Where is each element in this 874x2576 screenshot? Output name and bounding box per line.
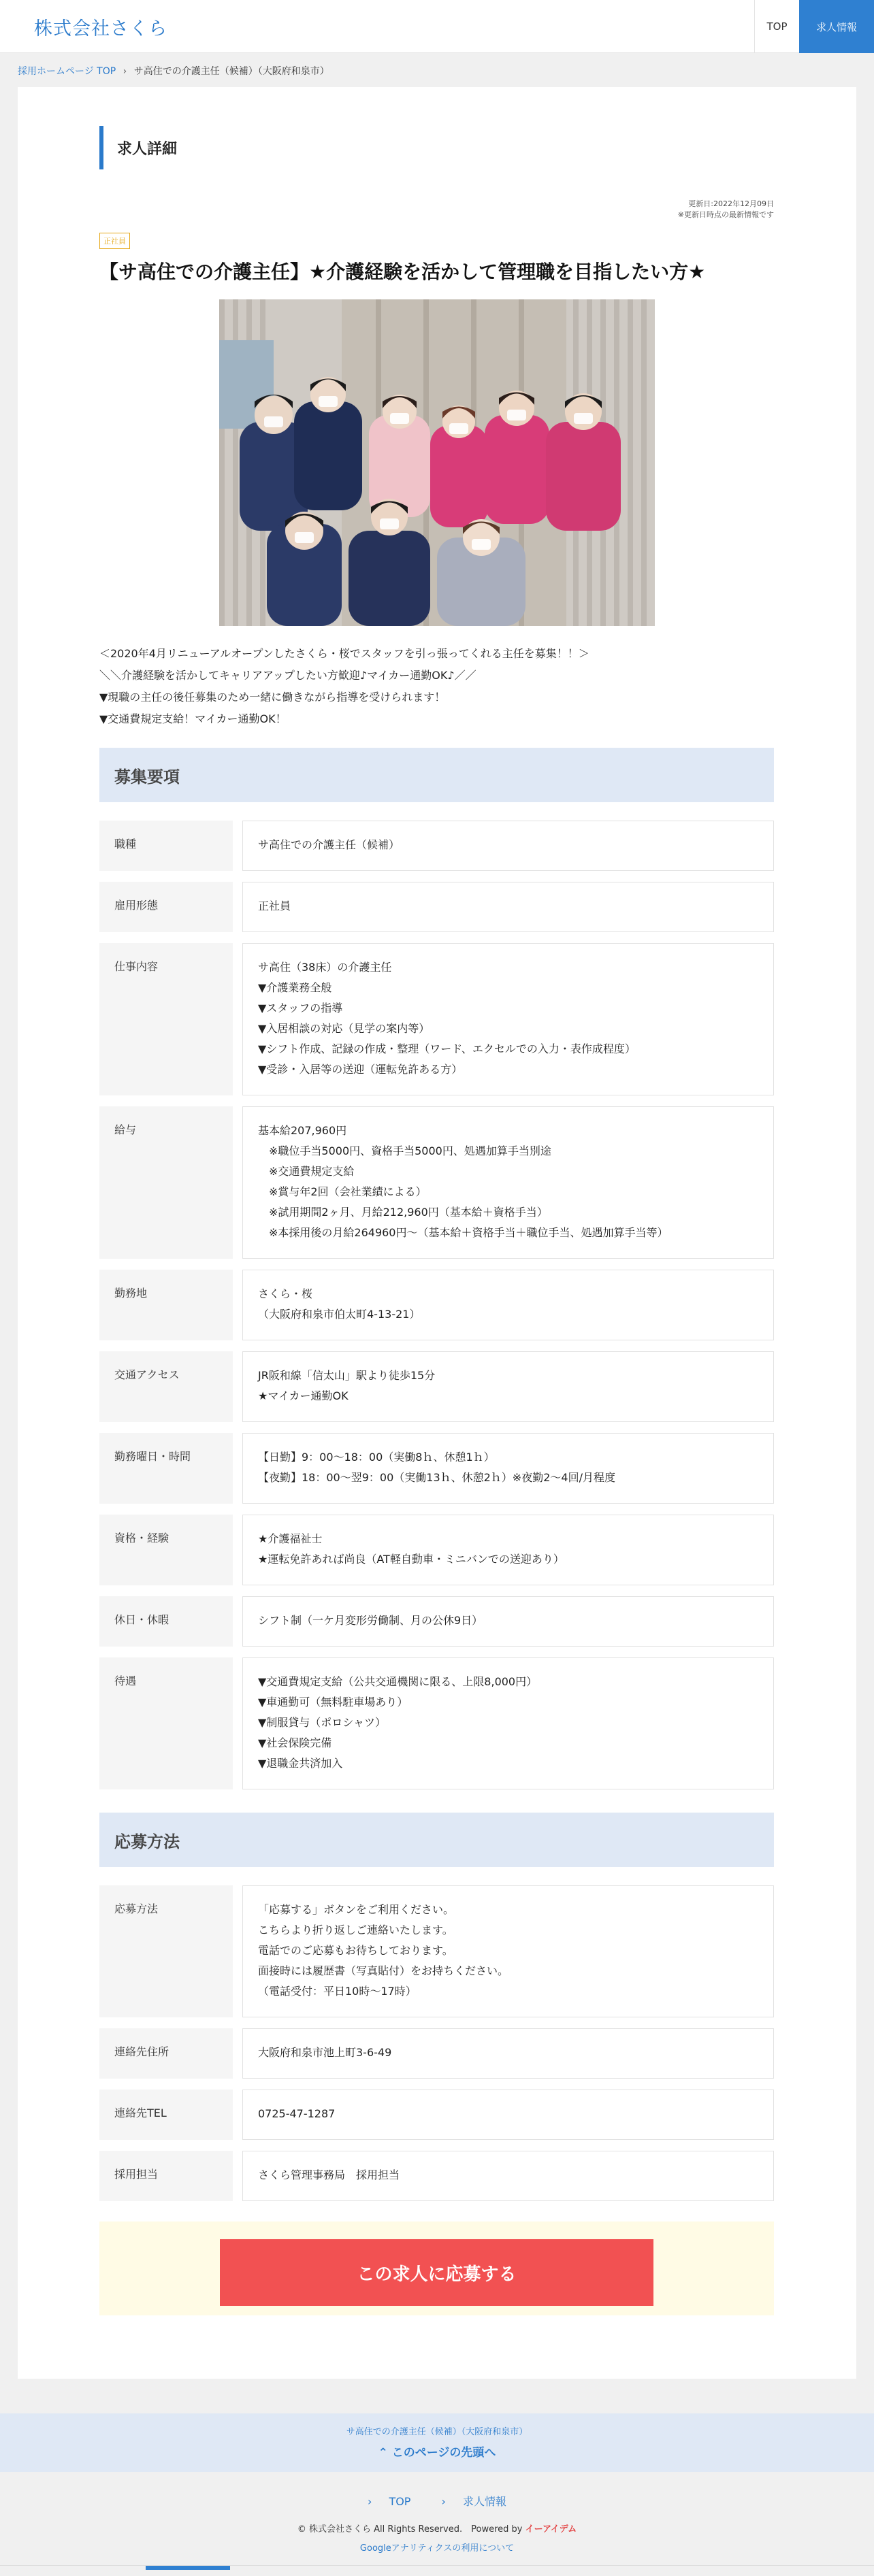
info-row-holidays	[99, 1596, 774, 1647]
breadcrumb-current: サ高住での介護主任（候補）（大阪府和泉市）	[133, 66, 329, 77]
apply-button[interactable]: この求人に応募する	[220, 2239, 653, 2306]
footer-jobs-link[interactable]	[435, 2495, 514, 2508]
row-label: 雇用形態	[99, 882, 233, 932]
footer-job-link[interactable]: サ高住での介護主任（候補）（大阪府和泉市）	[346, 2427, 528, 2437]
value-line: ▼介護業務全般	[258, 981, 332, 994]
value-line: （電話受付：平日10時〜17時）	[258, 1985, 417, 1998]
value-line: ▼受診・入居等の送迎（運転免許ある方）	[258, 1063, 463, 1076]
breadcrumb-home-link[interactable]: 採用ホームページ TOP	[18, 66, 116, 77]
row-value	[242, 1106, 774, 1259]
breadcrumb-separator: ›	[123, 66, 127, 77]
employment-badge: 正社員	[99, 233, 130, 249]
page-top-link[interactable]	[0, 2443, 874, 2460]
row-value	[242, 1885, 774, 2017]
row-value	[242, 821, 774, 871]
chevron-right-icon: ›	[367, 2495, 376, 2508]
footer-links	[0, 2493, 874, 2509]
analytics-link[interactable]: Googleアナリティクスの利用について	[359, 2543, 515, 2554]
footer-band	[0, 2413, 874, 2472]
row-label: 職種	[99, 821, 233, 871]
staff-photo	[219, 299, 655, 626]
job-intro	[99, 643, 774, 730]
row-value	[242, 1270, 774, 1340]
row-label: 交通アクセス	[99, 1351, 233, 1422]
row-value	[242, 2151, 774, 2201]
value-line: 【日勤】9：00〜18：00（実働8ｈ、休憩1ｈ）	[258, 1451, 495, 1464]
row-label: 連絡先TEL	[99, 2090, 233, 2140]
value-line: ※職位手当5000円、資格手当5000円、処遇加算手当別途	[258, 1144, 551, 1157]
info-row-workplace	[99, 1270, 774, 1340]
info-row-how-to-apply	[99, 1885, 774, 2017]
row-value	[242, 1657, 774, 1789]
page-top-label: このページの先頭へ	[391, 2446, 496, 2460]
scroll-indicator	[146, 2566, 230, 2570]
value-line: ▼入居相談の対応（見学の案内等）	[258, 1022, 430, 1035]
info-row-hours	[99, 1433, 774, 1504]
value-line: 大阪府和泉市池上町3-6-49	[258, 2046, 392, 2059]
intro-line: ▼現職の主任の後任募集のため一緒に働きながら指導を受けられます！	[99, 691, 446, 704]
value-line: サ高住（38床）の介護主任	[258, 961, 392, 974]
value-line: JR阪和線「信太山」駅より徒歩15分	[258, 1369, 436, 1382]
info-row-benefits	[99, 1657, 774, 1789]
row-value	[242, 1433, 774, 1504]
chevron-right-icon: ›	[441, 2495, 450, 2508]
update-info	[678, 199, 774, 220]
value-line: ▼シフト作成、記録の作成・整理（ワード、エクセルでの入力・表作成程度）	[258, 1042, 636, 1055]
info-row-contact-address	[99, 2028, 774, 2079]
value-line: ★運転免許あれば尚良（AT軽自動車・ミニバンでの送迎あり）	[258, 1553, 564, 1566]
intro-line: ＼＼介護経験を活かしてキャリアアップしたい方歓迎♪マイカー通勤OK♪／／	[99, 669, 476, 682]
row-value	[242, 1351, 774, 1422]
row-label: 休日・休暇	[99, 1596, 233, 1647]
row-label: 資格・経験	[99, 1515, 233, 1585]
job-title: 【サ高住での介護主任】★介護経験を活かして管理職を目指したい方★	[99, 261, 706, 283]
value-line: ★マイカー通勤OK	[258, 1389, 349, 1402]
value-line: さくら・桜	[258, 1287, 313, 1300]
footer-jobs-label: 求人情報	[463, 2495, 507, 2508]
value-line: ▼社会保険完備	[258, 1736, 332, 1749]
row-label: 勤務地	[99, 1270, 233, 1340]
row-value	[242, 943, 774, 1095]
row-value	[242, 1515, 774, 1585]
row-value	[242, 2090, 774, 2140]
value-line: （大阪府和泉市伯太町4-13-21）	[258, 1308, 421, 1321]
value-line: さくら管理事務局 採用担当	[258, 2168, 400, 2181]
site-header	[0, 0, 874, 53]
row-value	[242, 882, 774, 932]
nav-jobs-link[interactable]: 求人情報	[799, 0, 874, 53]
value-line: 電話でのご応募もお待ちしております。	[258, 1944, 453, 1957]
footer-top-link[interactable]	[361, 2495, 418, 2508]
nav-top-link[interactable]: TOP	[754, 0, 799, 53]
value-line: こちらより折り返しご連絡いたします。	[258, 1923, 453, 1936]
value-line: ▼車通勤可（無料駐車場あり）	[258, 1696, 408, 1708]
bottom-strip	[0, 2565, 874, 2576]
company-logo[interactable]: 株式会社さくら	[34, 18, 167, 39]
updated-note: ※更新日時点の最新情報です	[677, 210, 774, 219]
copyright	[0, 2522, 874, 2534]
row-label: 採用担当	[99, 2151, 233, 2201]
value-line: 正社員	[258, 899, 291, 912]
value-line: サ高住での介護主任（候補）	[258, 838, 400, 851]
value-line: ▼制服貸与（ポロシャツ）	[258, 1716, 386, 1729]
value-line: ▼退職金共済加入	[258, 1757, 343, 1770]
value-line: シフト制（一ケ月変形労働制、月の公休9日）	[258, 1614, 483, 1627]
value-line: ※交通費規定支給	[258, 1165, 355, 1178]
info-row-job-description	[99, 943, 774, 1095]
value-line: ▼交通費規定支給（公共交通機関に限る、上限8,000円）	[258, 1675, 538, 1688]
info-row-recruiter	[99, 2151, 774, 2201]
apply-box	[99, 2222, 774, 2315]
value-line: 基本給207,960円	[258, 1124, 347, 1137]
row-label: 応募方法	[99, 1885, 233, 2017]
copyright-text: © 株式会社さくら All Rights Reserved. Powered by	[297, 2524, 523, 2534]
value-line: 【夜勤】18：00〜翌9：00（実働13ｈ、休憩2ｈ）※夜勤2〜4回/月程度	[258, 1471, 615, 1484]
row-value	[242, 1596, 774, 1647]
info-row-qualifications	[99, 1515, 774, 1585]
value-line: 0725-47-1287	[258, 2107, 336, 2120]
recruitment-heading: 募集要項	[99, 748, 774, 802]
info-row-contact-tel	[99, 2090, 774, 2140]
application-heading: 応募方法	[99, 1813, 774, 1867]
intro-line: ＜2020年4月リニューアルオープンしたさくら・桜でスタッフを引っ張ってくれる主任を募集！！＞	[99, 647, 589, 660]
row-label: 勤務曜日・時間	[99, 1433, 233, 1504]
info-row-access	[99, 1351, 774, 1422]
chevron-up-icon: ⌃	[378, 2446, 392, 2460]
info-row-salary	[99, 1106, 774, 1259]
row-label: 給与	[99, 1106, 233, 1259]
value-line: ▼スタッフの指導	[258, 1002, 343, 1014]
info-row-job-type	[99, 821, 774, 871]
row-value	[242, 2028, 774, 2079]
row-label: 待遇	[99, 1657, 233, 1789]
footer-top-label: TOP	[389, 2495, 411, 2508]
value-line: ※賞与年2回（会社業績による）	[258, 1185, 427, 1198]
value-line: 面接時には履歴書（写真貼付）をお持ちください。	[258, 1964, 509, 1977]
row-label: 連絡先住所	[99, 2028, 233, 2079]
value-line: 「応募する」ボタンをご利用ください。	[258, 1903, 455, 1916]
intro-line: ▼交通費規定支給！マイカー通勤OK！	[99, 712, 287, 725]
row-label: 仕事内容	[99, 943, 233, 1095]
value-line: ★介護福祉士	[258, 1532, 323, 1545]
powered-by-logo[interactable]: イーアイデム	[525, 2524, 577, 2534]
page-title: 求人詳細	[99, 126, 372, 169]
value-line: ※本採用後の月給264960円〜（基本給＋資格手当＋職位手当、処遇加算手当等）	[258, 1226, 668, 1239]
info-row-employment	[99, 882, 774, 932]
value-line: ※試用期間2ヶ月、月給212,960円（基本給＋資格手当）	[258, 1206, 548, 1219]
breadcrumb	[18, 64, 329, 78]
content-card	[18, 87, 856, 2379]
updated-date: 更新日:2022年12月09日	[688, 199, 774, 208]
